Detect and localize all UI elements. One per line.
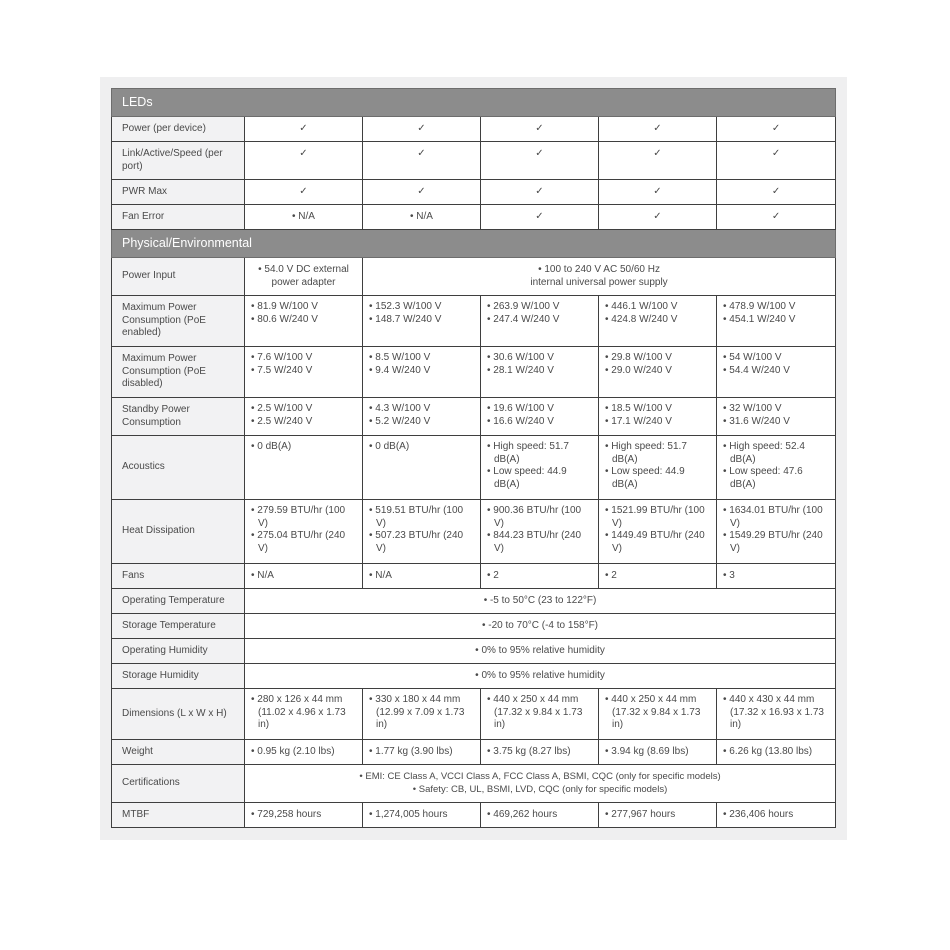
table-row-pwr-max <box>112 180 836 205</box>
cell-value: • 2 <box>481 564 599 589</box>
value-line: • 330 x 180 x 44 mm (12.99 x 7.09 x 1.73 in) <box>369 694 465 731</box>
check-icon: ✓ <box>245 117 363 142</box>
table-row-dimensions <box>112 689 836 740</box>
cell-value <box>245 689 363 740</box>
cell-value <box>363 689 481 740</box>
cell-value <box>599 500 717 564</box>
value-line: • 152.3 W/100 V <box>369 301 442 312</box>
cell-value: • 3 <box>717 564 836 589</box>
cell-value: • 469,262 hours <box>481 803 599 828</box>
value-line: • 31.6 W/240 V <box>723 415 790 427</box>
table-row-operating-humidity <box>112 639 836 664</box>
value-line: • 280 x 126 x 44 mm (11.02 x 4.96 x 1.73 in) <box>251 694 346 731</box>
row-label: Power (per device) <box>112 117 245 142</box>
section-title: LEDs <box>112 89 836 117</box>
cell-value <box>245 765 836 803</box>
row-label: Operating Humidity <box>112 639 245 664</box>
table-row-fans <box>112 564 836 589</box>
cell-value: • N/A <box>363 564 481 589</box>
cell-value <box>363 398 481 436</box>
table-row-standby-power <box>112 398 836 436</box>
cell-value: • 6.26 kg (13.80 lbs) <box>717 740 836 765</box>
table-row-certifications <box>112 765 836 803</box>
value-line: • 279.59 BTU/hr (100 V) <box>251 505 346 529</box>
table-row-storage-humidity <box>112 664 836 689</box>
value-line: internal universal power supply <box>530 276 668 288</box>
cell-value <box>717 436 836 500</box>
value-line: • 440 x 430 x 44 mm (17.32 x 16.93 x 1.73 in) <box>723 694 824 731</box>
cell-value: • 1.77 kg (3.90 lbs) <box>363 740 481 765</box>
cell-value <box>363 436 481 500</box>
value-line: • 54.0 V DC external <box>258 263 349 275</box>
value-line: • 424.8 W/240 V <box>605 313 678 325</box>
value-line: • 19.6 W/100 V <box>487 403 554 414</box>
cell-value <box>717 398 836 436</box>
check-icon: ✓ <box>717 205 836 230</box>
cell-value <box>245 436 363 500</box>
cell-value: • -5 to 50°C (23 to 122°F) <box>245 589 836 614</box>
table-row-mtbf <box>112 803 836 828</box>
value-line: • 29.0 W/240 V <box>605 364 672 376</box>
check-icon: ✓ <box>481 205 599 230</box>
table-row-operating-temperature <box>112 589 836 614</box>
value-line: • 7.6 W/100 V <box>251 352 313 363</box>
check-icon: ✓ <box>717 180 836 205</box>
value-line: • 17.1 W/240 V <box>605 415 672 427</box>
check-icon: ✓ <box>481 117 599 142</box>
check-icon: ✓ <box>481 142 599 180</box>
row-label: Fans <box>112 564 245 589</box>
cell-value <box>717 689 836 740</box>
cell-value <box>599 436 717 500</box>
value-line: • High speed: 51.7 dB(A) <box>605 441 687 465</box>
value-line: • 454.1 W/240 V <box>723 313 796 325</box>
cell-value: • 236,406 hours <box>717 803 836 828</box>
cell-value <box>717 296 836 347</box>
check-icon: ✓ <box>599 142 717 180</box>
cell-value <box>363 500 481 564</box>
value-line: • 9.4 W/240 V <box>369 364 431 376</box>
cell-value <box>717 500 836 564</box>
row-label: MTBF <box>112 803 245 828</box>
cell-value: • 3.94 kg (8.69 lbs) <box>599 740 717 765</box>
row-label: PWR Max <box>112 180 245 205</box>
check-icon: ✓ <box>481 180 599 205</box>
table-row-fan-error <box>112 205 836 230</box>
section-title: Physical/Environmental <box>112 230 836 258</box>
table-row-storage-temperature <box>112 614 836 639</box>
row-label: Storage Humidity <box>112 664 245 689</box>
value-line: • 29.8 W/100 V <box>605 352 672 363</box>
cell-value <box>245 296 363 347</box>
value-line: • 1549.29 BTU/hr (240 V) <box>723 530 823 554</box>
value-line: • 2.5 W/240 V <box>251 415 313 427</box>
table-row-power-input <box>112 258 836 296</box>
section-header-leds <box>112 89 836 117</box>
cell-value <box>363 347 481 398</box>
cell-value <box>481 398 599 436</box>
value-line: • 100 to 240 V AC 50/60 Hz <box>538 263 660 275</box>
check-icon: ✓ <box>599 205 717 230</box>
cell-value <box>363 296 481 347</box>
row-label: Operating Temperature <box>112 589 245 614</box>
value-line: • 81.9 W/100 V <box>251 301 318 312</box>
table-row-link-active-speed <box>112 142 836 180</box>
value-line: • 0 dB(A) <box>369 441 410 452</box>
value-line: • 2.5 W/100 V <box>251 403 313 414</box>
table-row-weight <box>112 740 836 765</box>
row-label: Standby Power Consumption <box>112 398 245 436</box>
value-line: • EMI: CE Class A, VCCI Class A, FCC Class A, BSMI, CQC (only for specific models) <box>359 770 721 782</box>
value-line: power adapter <box>271 276 336 288</box>
cell-value: • N/A <box>245 205 363 230</box>
cell-value: • 2 <box>599 564 717 589</box>
cell-value <box>245 258 363 296</box>
value-line: • Low speed: 47.6 dB(A) <box>723 466 803 490</box>
value-line: • 18.5 W/100 V <box>605 403 672 414</box>
check-icon: ✓ <box>363 142 481 180</box>
cell-value: • 0% to 95% relative humidity <box>245 664 836 689</box>
cell-value: • N/A <box>363 205 481 230</box>
row-label: Certifications <box>112 765 245 803</box>
value-line: • Low speed: 44.9 dB(A) <box>487 466 567 490</box>
value-line: • 1634.01 BTU/hr (100 V) <box>723 505 823 529</box>
value-line: • 5.2 W/240 V <box>369 415 431 427</box>
value-line: • 275.04 BTU/hr (240 V) <box>251 530 346 554</box>
table-row-max-power-poe-enabled <box>112 296 836 347</box>
cell-value <box>245 398 363 436</box>
cell-value: • 277,967 hours <box>599 803 717 828</box>
value-line: • 440 x 250 x 44 mm (17.32 x 9.84 x 1.73 in) <box>605 694 701 731</box>
value-line: • 440 x 250 x 44 mm (17.32 x 9.84 x 1.73 in) <box>487 694 583 731</box>
cell-value <box>599 347 717 398</box>
value-line: • Low speed: 44.9 dB(A) <box>605 466 685 490</box>
cell-value <box>481 347 599 398</box>
check-icon: ✓ <box>717 117 836 142</box>
check-icon: ✓ <box>363 117 481 142</box>
check-icon: ✓ <box>717 142 836 180</box>
value-line: • 478.9 W/100 V <box>723 301 796 312</box>
cell-value: • 0% to 95% relative humidity <box>245 639 836 664</box>
cell-value <box>481 689 599 740</box>
row-label: Heat Dissipation <box>112 500 245 564</box>
value-line: • 4.3 W/100 V <box>369 403 431 414</box>
row-label: Fan Error <box>112 205 245 230</box>
value-line: • 54 W/100 V <box>723 352 782 363</box>
value-line: • 0 dB(A) <box>251 441 292 452</box>
value-line: • 8.5 W/100 V <box>369 352 431 363</box>
value-line: • 30.6 W/100 V <box>487 352 554 363</box>
table-row-power-per-device <box>112 117 836 142</box>
row-label: Maximum Power Consumption (PoE enabled) <box>112 296 245 347</box>
value-line: • 263.9 W/100 V <box>487 301 560 312</box>
check-icon: ✓ <box>599 180 717 205</box>
row-label: Acoustics <box>112 436 245 500</box>
row-label: Maximum Power Consumption (PoE disabled) <box>112 347 245 398</box>
check-icon: ✓ <box>599 117 717 142</box>
value-line: • Safety: CB, UL, BSMI, LVD, CQC (only for specific models) <box>412 783 668 795</box>
value-line: • 507.23 BTU/hr (240 V) <box>369 530 464 554</box>
cell-value: • N/A <box>245 564 363 589</box>
value-line: • 7.5 W/240 V <box>251 364 313 376</box>
cell-value: • 0.95 kg (2.10 lbs) <box>245 740 363 765</box>
section-header-physical <box>112 230 836 258</box>
table-row-heat-dissipation <box>112 500 836 564</box>
value-line: • 16.6 W/240 V <box>487 415 554 427</box>
value-line: • 519.51 BTU/hr (100 V) <box>369 505 464 529</box>
value-line: • High speed: 51.7 dB(A) <box>487 441 569 465</box>
cell-value <box>481 500 599 564</box>
value-line: • 900.36 BTU/hr (100 V) <box>487 505 582 529</box>
check-icon: ✓ <box>363 180 481 205</box>
value-line: • 28.1 W/240 V <box>487 364 554 376</box>
value-line: • 80.6 W/240 V <box>251 313 318 325</box>
value-line: • 247.4 W/240 V <box>487 313 560 325</box>
cell-value <box>599 689 717 740</box>
value-line: • 32 W/100 V <box>723 403 782 414</box>
row-label: Link/Active/Speed (per port) <box>112 142 245 180</box>
cell-value <box>245 500 363 564</box>
value-line: • 148.7 W/240 V <box>369 313 442 325</box>
value-line: • 1449.49 BTU/hr (240 V) <box>605 530 705 554</box>
row-label: Dimensions (L x W x H) <box>112 689 245 740</box>
cell-value <box>599 296 717 347</box>
table-row-max-power-poe-disabled <box>112 347 836 398</box>
row-label: Weight <box>112 740 245 765</box>
row-label: Power Input <box>112 258 245 296</box>
cell-value <box>599 398 717 436</box>
cell-value <box>245 347 363 398</box>
value-line: • 844.23 BTU/hr (240 V) <box>487 530 582 554</box>
check-icon: ✓ <box>245 180 363 205</box>
check-icon: ✓ <box>245 142 363 180</box>
cell-value <box>717 347 836 398</box>
table-row-acoustics <box>112 436 836 500</box>
cell-value: • 3.75 kg (8.27 lbs) <box>481 740 599 765</box>
cell-value <box>481 296 599 347</box>
cell-value: • -20 to 70°C (-4 to 158°F) <box>245 614 836 639</box>
value-line: • 446.1 W/100 V <box>605 301 678 312</box>
row-label: Storage Temperature <box>112 614 245 639</box>
spec-table <box>111 88 836 828</box>
cell-value <box>363 258 836 296</box>
cell-value <box>481 436 599 500</box>
cell-value: • 729,258 hours <box>245 803 363 828</box>
value-line: • High speed: 52.4 dB(A) <box>723 441 805 465</box>
value-line: • 1521.99 BTU/hr (100 V) <box>605 505 705 529</box>
value-line: • 54.4 W/240 V <box>723 364 790 376</box>
cell-value: • 1,274,005 hours <box>363 803 481 828</box>
